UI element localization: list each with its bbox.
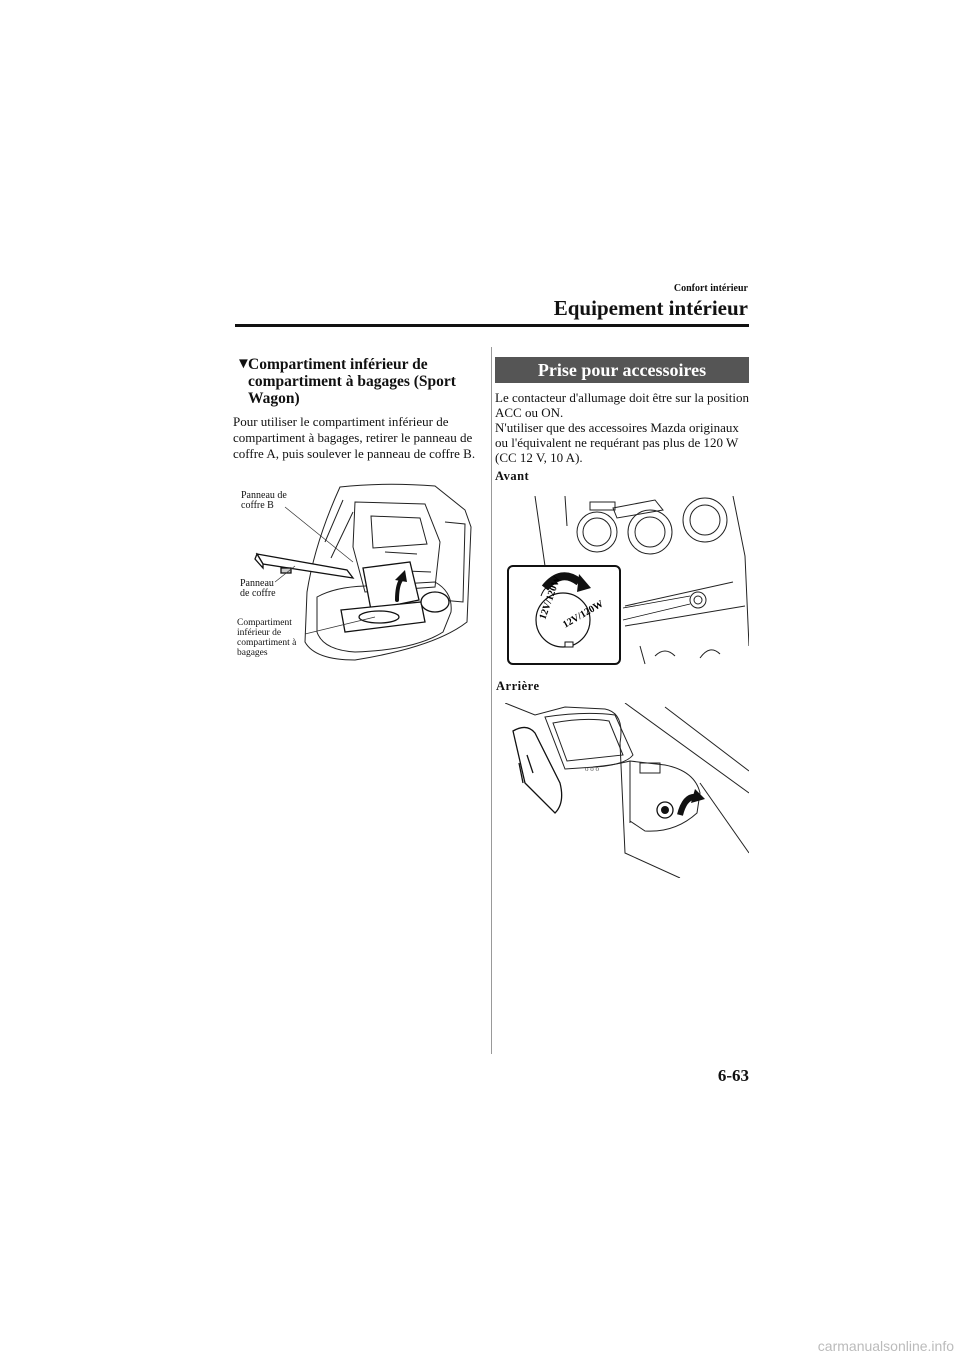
right-body-text: [495, 390, 750, 465]
label-line: bagages: [237, 648, 268, 658]
label-line: Compartiment: [237, 618, 292, 628]
label-panneau-b: [241, 491, 287, 511]
label-line: inférieur de: [237, 628, 282, 638]
left-body-text: Pour utiliser le compartiment inférieur de compartiment à bagages, retirer le panneau de coffre A, puis soulever le panneau de coffre B.: [233, 414, 476, 461]
left-heading: Compartiment inférieur de compartiment à bagages (Sport Wagon): [248, 356, 456, 407]
accessory-note: N'utiliser que des accessoires Mazda originaux ou l'équivalent ne requérant pas plus de 120 W (CC 12 V, 10 A).: [495, 420, 739, 465]
label-line: de coffre: [240, 588, 276, 599]
column-divider: [491, 347, 492, 1054]
rear-label: Arrière: [496, 679, 540, 693]
svg-text:o o o: o o o: [585, 765, 599, 773]
section-banner: Prise pour accessoires: [495, 357, 749, 383]
label-line: Panneau de: [241, 490, 287, 501]
label-line: compartiment à: [237, 638, 297, 648]
rear-socket-illustration: [505, 703, 749, 878]
cap-text-2: 12V/120W: [561, 598, 606, 631]
cap-text-1: 12V/120W: [537, 574, 564, 622]
left-heading-block: [236, 356, 472, 407]
section-label: Confort intérieur: [673, 283, 748, 294]
ignition-note: Le contacteur d'allumage doit être sur la position ACC ou ON.: [495, 390, 749, 420]
label-compartiment: [237, 618, 296, 658]
label-line: coffre B: [241, 500, 274, 511]
header-rule: [235, 324, 749, 327]
triangle-marker-icon: ▼: [236, 356, 251, 372]
page-number: 6-63: [717, 1066, 749, 1085]
front-socket-illustration: [505, 496, 749, 666]
page-title: Equipement intérieur: [553, 296, 748, 320]
label-line: Panneau: [240, 578, 274, 589]
label-panneau: [240, 579, 276, 599]
watermark[interactable]: carmanualsonline.info: [817, 1338, 954, 1354]
front-label: Avant: [495, 469, 530, 483]
